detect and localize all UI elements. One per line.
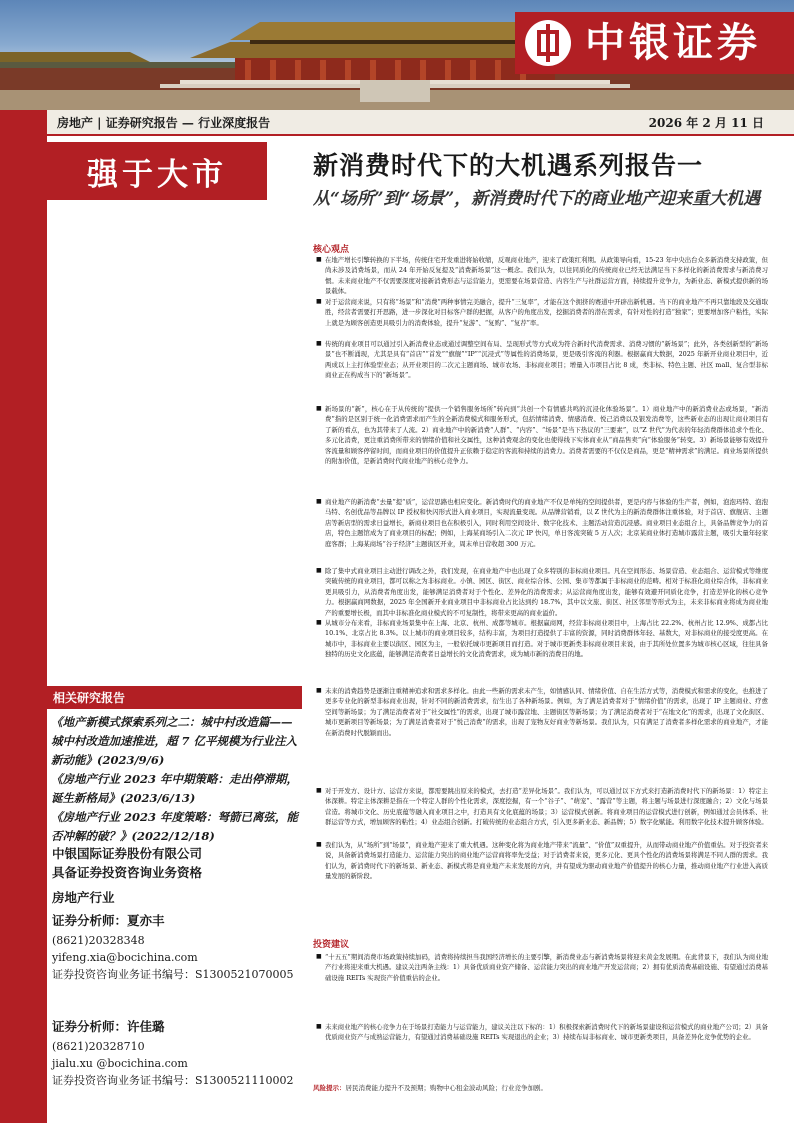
brand-name: 中银证券 [585, 20, 761, 66]
company-sector: 房地产行业 [52, 890, 115, 905]
company-qualification: 具备证券投资咨询业务资格 [52, 865, 203, 880]
report-header-bar [47, 110, 794, 136]
related-reports [47, 686, 302, 843]
rating-badge: 强于大市 [47, 142, 267, 200]
analyst-name: 证券分析师：许佳璐 [52, 1019, 165, 1034]
report-subtitle: 从“场所”到“场景”，新消费时代下的商业地产迎来重大机遇 [313, 189, 761, 209]
boc-coin-icon [525, 20, 571, 66]
core-view-paragraph: ■ 未来的消费趋势是逐渐注重精神追求和需求多样化。由此一些新的需求未产生，如情感认同、情绪价值、自在生活方式等，消费模式和需求的变化，也推进了更多专业化的新型非标商业出现，针对不同的新消费需求，衍生出了各种新场景。例如，为了满足消费者对于“情绪价值”的需求，出现了 IP 主题商业、疗愈空间等新场景；为了满足消费者对于“社交属性”的需求，出现了城市露营地、主题街区等新场景；为了满足消费者对于“在地文化”的需求，出现了文化街区、城市更新项目等新场景；为了满足消费者对于“悦己消费”的需求，出现了宠物友好商业等新场景。我们认为，只有满足了消费者多样化需求的商业地产，才能在新消费时代脱颖而出。 [316, 686, 768, 782]
core-view-paragraph: ■ 在地产增长引擎转换的下半场，传统住宅开发重进将始收缩，反观商业地产，迎来了政策红利期。从政策导向看，15-23 年中央出台众多新消费支持政策，但尚未涉及消费场景，而从 24 年开始反复提及“消费新场景”这一概念。我们认为，以往同质化的传统商业已经无法满足当下多样化的新消费需求与新消费习惯。未来商业地产不仅需要深度对接新消费形态与运营能力，更需要在场景营造、内容生产与社群运营方面，持续提升竞争力，为新业态、新模式提供新的场景载体。 [316, 255, 768, 299]
risk-note [313, 1083, 773, 1093]
risk-text: 居民消费能力提升不及预期；购物中心租金波动风险；行业竞争加剧。 [345, 1084, 547, 1092]
analyst-phone: (8621)20328348 [52, 934, 145, 947]
left-accent-bar [0, 110, 47, 1123]
analyst-name: 证券分析师：夏亦丰 [52, 913, 165, 928]
core-view-paragraph: ■ 除了集中式商业项目主动进行调改之外，我们发现，在商业地产中也出现了众多特别的非标商业项目。凡在空间形态、场景营造、业态组合、运营模式等维度突破传统的商业项目，都可以称之为非标商业。小镇、园区、街区、商业综合体、公园、集市等都属于非标商业的范畴。相对于标准化商业综合体，非标商业更具吸引力，从消费者角度出发，能够满足消费者对于个性化、差异化的消费需求；从运营商角度出发，能够有效避开同质化竞争，打造差异化的核心竞争力。根据赢商网数据，2025 年全国新开业商业项目中非标商业占比达到约 18.7%，其中以文旅、街区、社区邻里等形式为主，未来非标商业将成为商业地产的重要增长极，而其中非标准化商业模式的不可复制性，将带来更高的商业溢价。 [316, 566, 768, 610]
investment-label: 投资建议 [313, 940, 350, 950]
analyst-cert: 证券投资咨询业务证书编号：S1300521110002 [52, 1074, 294, 1087]
core-view-paragraph: ■ 对于开发方、设计方、运营方来说，都需要跳出原来的模式，去打造“差异化场景”。我们认为，可以通过以下方式来打造新消费时代下的新场景：1）特定主体深耕。特定主体深耕是指在一个特定人群的个性化需求，深度挖掘，有一个“谷子”、“萌宠”、“露营”等主题，将主题与场景进行深度融合；2）文化与场景营造。将城市文化、历史底蕴等融入商业项目之中，打造具有文化底蕴的场景；3）运营模式创新。将商业项目的运营模式进行创新，例如通过会员体系、社群运营等方式，增加顾客的粘性；4）业态组合创新。打破传统的业态组合方式，引入更多新业态、新品牌；5）数字化赋能。利用数字化技术提升顾客体验。 [316, 786, 768, 842]
core-view-label: 核心观点 [313, 245, 350, 255]
report-title: 新消费时代下的大机遇系列报告一 [313, 151, 704, 180]
analyst-phone: (8621)20328710 [52, 1040, 145, 1053]
core-view-paragraph: ■ 新场景的“新”，核心在于从传统的“提供一个销售服务场所”转向到“共创一个有情感共鸣的沉浸化体验场景”。1）商业地产中的新消费业态或场景，“新消费”指的是区别于统一化消费需求而产生的全新消费模式和服务形式，包括情绪消费、情感消费、悦己消费以及银发消费等，这些新业态的出现让商业项目有了新的看点，也为其带来了人流。2）商业地产中的新消费“人群”、“内容”、“场景”是当下热议的“三要素”，以“Z 世代”为代表的年轻消费群体追求个性化、多元化消费，更注重消费所带来的情绪价值和社交属性，这种消费观念的变化也使得线下实体商业从“商品售卖”向“体验服务”转变。3）新场景能够有效提升客流量和顾客停留时间，而商业项目的价值提升正依赖于稳定的客流和持续的消费力。消费者需要的不仅仅是商品，更是“精神需求”的满足。商业场景所提供的附加价值，是新消费时代商业地产的核心竞争力。 [316, 404, 768, 490]
investment-paragraph: ■ 未来商业地产的核心竞争力在于场景打造能力与运营能力，建议关注以下标的：1）积极探索新消费时代下的新场景建设和运营模式的商业地产公司；2）具备优质商业资产与成熟运营能力，有望通过消费基础设施 REITs 实现退出的企业；3）持续布局非标商业、城市更新类项目，具备差异化竞争优势的企业。 [316, 1022, 768, 1078]
analyst-card [52, 910, 302, 983]
company-name: 中银国际证券股份有限公司 [52, 846, 203, 861]
related-report-item[interactable]: 《房地产行业 2023 年中期策略：走出停滞期，诞生新格局》(2023/6/13) [51, 772, 299, 805]
core-view-paragraph: ■ 商业地产的新消费“去量”提“质”，运营思路也相应变化。新消费时代的商业地产不仅是单纯的空间提供者，更是内容与体验的生产者，例如，泡泡玛特、泡泡马特、名创优品等品牌以 IP 授权和快闪形式进入商业项目，实现流量变现。从品牌营销看，以 Z 世代为主的新消费群体注重体验，对于首店、旗舰店、主题店等新店型的需求日益增长，新商业项目也在积极引入，同时利用空间设计、数字化技术、主题活动营造沉浸感。商业项目业态组合上，具备品牌竞争力的首店，特色主题馆成为了商业项目的标配；例如，上海某商场引入二次元 IP 快闪，单日客流突破 5 万人次；北京某商业体打造城市露营主题，吸引大量年轻家庭客群；上海某商场“谷子经济”主题街区开业，周末单日营收超 300 万元。 [316, 497, 768, 563]
brand-logo [515, 12, 794, 74]
report-category: 房地产 | 证券研究报告 — 行业深度报告 [57, 115, 271, 130]
company-info [52, 844, 302, 907]
related-reports-heading: 相关研究报告 [47, 686, 302, 709]
core-view-paragraph: ■ 对于运营商来说，只有将“场景”和“消费”两种事情完美融合，提升“三复率”，才能在这个拥挤的赛道中开辟出新机遇。当下的商业地产不再只靠地段及交通取胜，经营者需要打开思路，进一步深化对目标客户群的把握，从客户的角度出发，挖掘消费者的潜在需求，有针对性的打造“独家”；更要增加客户粘性，实际上就是为顾客创造更具吸引力的消费体验，提升“复游”、“复购”、“复荐”率。 [316, 297, 768, 331]
report-date: 2026 年 2 月 11 日 [648, 115, 764, 130]
related-report-item[interactable]: 《地产新模式探索系列之二：城中村改造篇——城中村改造加速推进，超 7 亿平规模为行业注入新动能》(2023/9/6) [51, 715, 298, 767]
analyst-cert: 证券投资咨询业务证书编号：S1300521070005 [52, 968, 294, 981]
analyst-card [52, 1016, 302, 1089]
core-view-paragraph: ■ 我们认为，从“场所”到“场景”，商业地产迎来了重大机遇。这种变化将为商业地产带来“流量”、“价值”双重提升，从而带动商业地产价值重估。对于投资者来说，具备新消费场景打造能力、运营能力突出的商业地产运营商将率先受益；对于消费者来说，更多元化、更具个性化的消费场景将满足不同人群的需求。我们认为，新消费时代下的新场景、新业态、新模式将是商业地产未来发展的方向，并有望成为驱动商业地产价值提升的核心力量，推动商业地产行业进入高质量发展的新阶段。 [316, 840, 768, 926]
core-view-paragraph: ■ 传统的商业项目可以通过引入新消费业态或通过调整空间布局、呈现形式等方式成为符合新时代消费需求、消费习惯的“新场景”；此外，各类创新型的“新场景”也不断涌现，尤其是具有“首店”“首发”“旗舰”“IP”“沉浸式”等属性的消费场景，更是吸引客流的利器。根据赢商大数据，2025 年新开业商业项目中，近两成以上主打体验型业态；从开业项目的二次元主题商场、城市农场、非标商业项目；增量入市项目占比 8 成，类非标、特色主题、社区 mall、复合型非标商业正在构成当下的“新场景”。 [316, 339, 768, 395]
analyst-email[interactable]: jialu.xu @bocichina.com [52, 1057, 188, 1070]
related-report-item[interactable]: 《房地产行业 2023 年度策略：弩箭已离弦，能否冲解的破？》(2022/12/18) [51, 810, 299, 843]
analyst-email[interactable]: yifeng.xia@bocichina.com [52, 951, 198, 964]
risk-label: 风险提示： [313, 1084, 346, 1092]
core-view-paragraph: ■ 从城市分布来看，非标商业场景集中在上海、北京、杭州、成都等城市。根据赢商网，经营非标商业项目中，上海占比 22.2%、杭州占比 12.9%、成都占比 10.1%、北京占比 8.3%。以上城市的商业项目较多，结构丰富，为项目打造提供了丰富的资源，同时消费群体年轻、基数大，对非标商业的接受度更高。在城市中，非标商业主要以街区、园区为主，一般依托城市更新项目而打造。对于城市更新类非标商业项目来说，由于其所处位置多为城市核心区域，往往具备独特的历史文化底蕴，能够满足消费者日益增长的文化消费需求，成为城市新的消费目的地。 [316, 618, 768, 674]
header-banner [0, 0, 794, 110]
investment-paragraph: ■ “十五五”期间消费市场政策持续加码，消费将持续担当我国经济增长的主要引擎，新消费业态与新消费场景将迎来黄金发展期。在此背景下，我们认为商业地产行业将迎来重大机遇。建议关注两条主线：1）具备优质商业资产储备、运营能力突出的商业地产开发运营商；2）拥有优质消费基础设施、有望通过消费基础设施 REITs 实现资产价值重估的企业。 [316, 952, 768, 1018]
related-reports-list [47, 709, 302, 846]
